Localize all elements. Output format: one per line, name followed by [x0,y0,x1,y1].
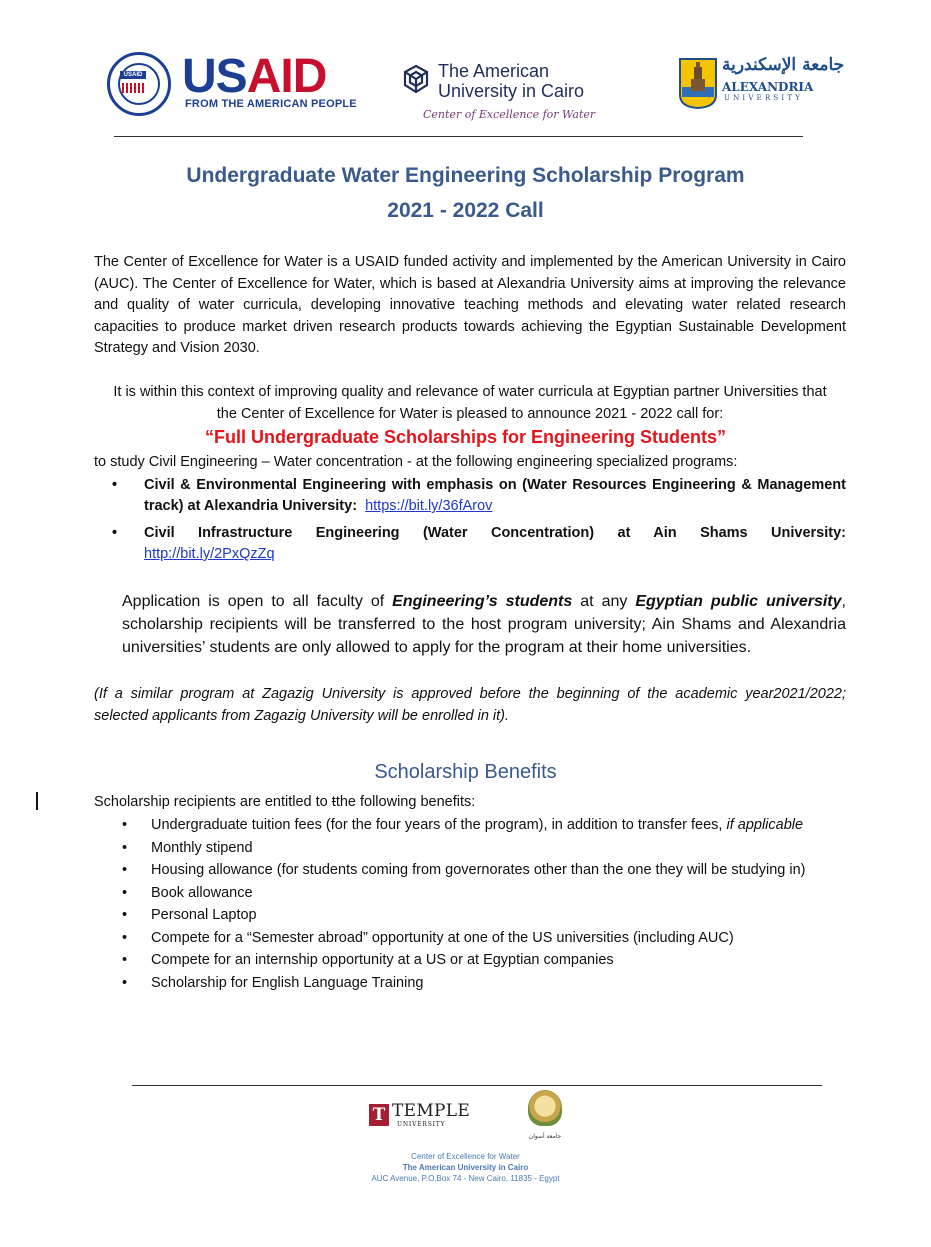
benefit-item: • Compete for a “Semester abroad” opportunity at one of the US universities (including AUC) [122,929,734,946]
auc-logo-icon [400,63,432,95]
temple-wordmark: TEMPLE [392,1101,471,1121]
alexandria-university-label: UNIVERSITY [724,94,804,102]
eligibility-paragraph: Application is open to all faculty of Engineering’s students at any Egyptian public university, scholarship recipients will be transferred to the host program university; Ain Shams and Alexandria universities’ students are only allowed to apply for the program at their home universities. [122,593,846,656]
alexandria-english-name: ALEXANDRIA [722,80,814,94]
usaid-seal-logo [107,52,171,116]
usaid-seal-tag: USAID [120,71,146,79]
temple-university-label: UNIVERSITY [397,1121,446,1128]
benefits-heading: Scholarship Benefits [374,761,557,783]
benefit-item: • Compete for an internship opportunity at a US or at Egyptian companies [122,952,614,968]
auc-name: The American University in Cairo [438,61,585,101]
benefits-list [122,815,822,995]
temple-logo-icon: T [369,1104,389,1126]
alexandria-arabic-name: جامعة الإسكندرية [722,55,845,75]
usaid-wordmark: USAID [182,50,327,103]
auc-subtitle: Center of Excellence for Water [423,108,596,121]
footer-address: Center of Excellence for Water The American University in Cairo AUC Avenue, P.O.Box 74 - New Cairo, 11835 - Egypt [371,1152,560,1183]
study-line: to study Civil Engineering – Water concentration - at the following engineering specialized programs: [94,454,738,470]
page-subtitle: 2021 - 2022 Call [387,199,544,222]
footer-divider [132,1085,822,1086]
benefit-item: • Book allowance [122,884,253,901]
program-item: • Civil & Environmental Engineering with emphasis on (Water Resources Engineering & Management track) at Alexandria University: https://bit.ly/36fArov [112,477,846,514]
aswan-university-seal-icon [528,1090,562,1126]
program-item: • Civil Infrastructure Engineering (Water Concentration) at Ain Shams University: http://bit.ly/2PxQzZq [112,525,846,562]
usaid-tagline: FROM THE AMERICAN PEOPLE [185,98,357,110]
alexandria-lighthouse-icon [678,57,718,109]
benefits-intro: Scholarship recipients are entitled to tthe following benefits: [94,794,476,810]
header-divider [114,136,803,137]
program-link[interactable]: http://bit.ly/2PxQzZq [144,546,275,562]
intro-paragraph: The Center of Excellence for Water is a USAID funded activity and implemented by the American University in Cairo (AUC). The Center of Excellence for Water, which is based at Alexandria University aims at improving the relevance and quality of water curricula, developing innovative teaching methods and elevating water related research capacities to produce market driven research products towards achieving the Egyptian Sustainable Development Strategy and Vision 2030. [94,254,846,356]
zagazig-note: (If a similar program at Zagazig University is approved before the beginning of the academic year2021/2022; selected applicants from Zagazig University will be enrolled in it). [94,686,846,724]
announcement-title: “Full Undergraduate Scholarships for Engineering Students” [204,427,727,447]
program-link[interactable]: https://bit.ly/36fArov [365,498,493,514]
aswan-caption: جامعة أسوان [528,1134,562,1140]
context-paragraph: It is within this context of improving quality and relevance of water curricula at Egyptian partner Universities that the Center of Excellence for Water is pleased to announce 2021 - 2022 call for: [113,384,827,422]
benefit-item: • Housing allowance (for students coming from governorates other than the one they will be studying in) [122,862,806,878]
benefit-item: • Personal Laptop [122,907,257,923]
text-cursor [36,792,38,810]
program-list [112,475,846,571]
page-title: Undergraduate Water Engineering Scholarship Program [186,164,745,187]
benefit-item: • Undergraduate tuition fees (for the four years of the program), in addition to transfer fees, if applicable [122,817,804,833]
benefit-item: • Monthly stipend [122,839,253,856]
benefit-item: • Scholarship for English Language Training [122,974,424,991]
